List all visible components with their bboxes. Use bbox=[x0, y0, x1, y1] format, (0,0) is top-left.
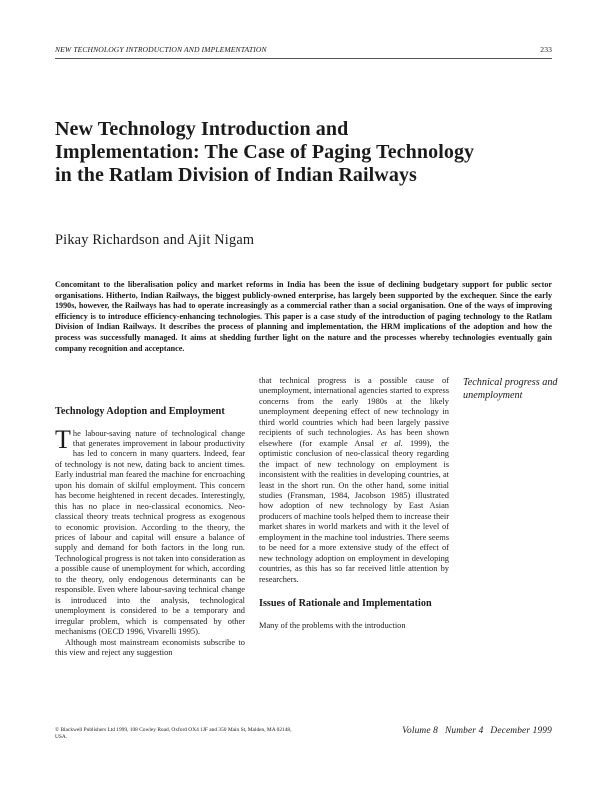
section-heading-issues-of-rationale: Issues of Rationale and Implementation bbox=[259, 598, 432, 610]
running-header-title: NEW TECHNOLOGY INTRODUCTION AND IMPLEMENTATION bbox=[55, 45, 267, 54]
section1-paragraph-2: Although most mainstream economists subscribe to this view and reject any suggestion bbox=[55, 637, 245, 658]
page-number: 233 bbox=[540, 45, 552, 54]
issue-number: Number 4 bbox=[444, 726, 484, 736]
column2-paragraph-1-text-a: that technical progress is a possible cause of unemployment, international agencies started to express concerns from the early 1980s at the likely unemployment deepening effect of new technology in third world countries which had been largely passive recipients of such technologies. As has been shown elsewhere (for example Ansal bbox=[259, 376, 449, 448]
article-authors: Pikay Richardson and Ajit Nigam bbox=[55, 232, 255, 248]
column2-paragraph-1-italic: et al. bbox=[381, 438, 403, 448]
column2-paragraph-1-text-b: 1999), the optimistic conclusion of neo-classical theory regarding the impact of new technology on employment is inconsistent with the realities in developing countries, at least in the short run. On the other hand, some initial studies (Fransman, 1984, Jacobson 1985) illustrated how adoption of new technology by East Asian producers of machine tools helped them to increase their market shares in world markets and with it the level of employment in the machine tool industries. There seems to be need for a more extensive study of the effect of new technology adoption on employment in developing countries, as this has so far received little attention by researchers. bbox=[259, 438, 449, 584]
column2-paragraph-1 bbox=[259, 376, 449, 585]
drop-cap: T bbox=[55, 424, 71, 454]
section-heading-technology-adoption: Technology Adoption and Employment bbox=[55, 406, 225, 417]
margin-note: Technical progress and unemployment bbox=[463, 377, 558, 401]
issue-date: December 1999 bbox=[490, 726, 552, 736]
header-rule bbox=[55, 58, 552, 59]
column2-paragraph-2: Many of the problems with the introduction bbox=[259, 620, 406, 630]
left-column bbox=[55, 406, 245, 658]
section1-paragraph-1-text: he labour-saving nature of technological change that generates improvement in labour productivity has led to concern in many quarters. Indeed, fear of technology is not new, dating back to ancient times. Early industrial man feared the machine for encroaching upon his domain of skilful employment. This concern has become heightened in recent decades. Interestingly, this has no place in neo-classical economics. Neo-classical theory treats technical progress as exogenous to economic provision. According to the theory, the prices of labour and capital will ensure a balance of supply and demand for both factors in the long run. Technological progress is not taken into consideration as a possible cause of unemployment for which, according to the theory, only endogenous determinants can be responsible. Even where labour-saving technical change is introduced into the analysis, technological unemployment is considered to be a temporary and irregular problem, which is compensated by other mechanisms (OECD 1996, Vivarelli 1995). bbox=[55, 428, 245, 637]
article-title: New Technology Introduction and Implementation: The Case of Paging Technology in the Ratlam Division of Indian Railways bbox=[55, 118, 475, 186]
issue-volume: Volume 8 bbox=[402, 726, 438, 736]
section-spacer bbox=[259, 585, 449, 598]
abstract: Concomitant to the liberalisation policy and market reforms in India has been the issue of declining budgetary support for public sector organisations. Hitherto, Indian Railways, the biggest publicly-owned enterprise, has largely been supported by the exchequer. Since the early 1990s, however, the Railways has had to operate increasingly as a commercial rather than a social organisation. One of the ways of improving efficiency is to introduce efficiency-enhancing technologies. This paper is a case study of the introduction of paging technology to the Ratlam Division of Indian Railways. It describes the process of planning and implementation, the HRM implications of the adoption and how the process was successfully managed. It aims at shedding further light on the nature and the processes whereby technologies eventually gain company recognition and acceptance. bbox=[55, 280, 552, 353]
copyright-notice: © Blackwell Publishers Ltd 1999, 108 Cowley Road, Oxford OX4 1JF and 350 Main St, Malden, MA 02148, USA. bbox=[55, 727, 292, 741]
section1-paragraph-1 bbox=[55, 424, 245, 638]
issue-info bbox=[395, 726, 552, 736]
middle-column bbox=[259, 376, 449, 631]
